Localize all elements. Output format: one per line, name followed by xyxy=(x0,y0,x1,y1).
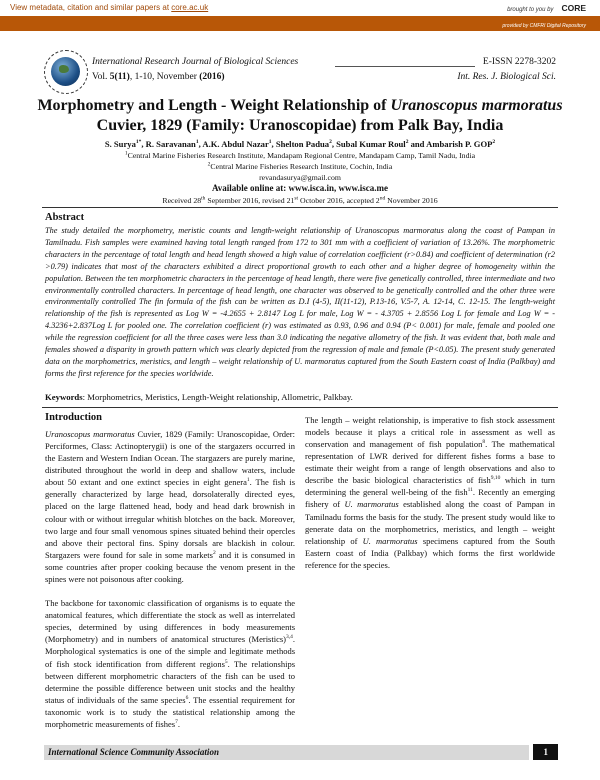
affiliation-1 xyxy=(0,151,600,160)
citation-sup: 11 xyxy=(467,487,473,494)
citation-sup: 8 xyxy=(482,439,486,446)
keywords-text: : Morphometrics, Meristics, Length-Weight relationship, Allometric, Palkbay. xyxy=(82,391,353,402)
author-name: Ambarish P. GOP xyxy=(426,139,493,149)
title-species: Uranoscopus marmoratus xyxy=(390,97,563,114)
citation-sup: 3,4 xyxy=(286,634,293,641)
metadata-label: View metadata, citation and similar papers at xyxy=(10,3,172,12)
author-separator: , xyxy=(141,139,146,149)
accepted-date: November 2016 xyxy=(385,196,438,205)
header-rule xyxy=(335,66,475,67)
page-footer xyxy=(42,744,558,780)
paragraph-text: established along the coast of Pampan in Tamilnadu forms the basis for the study. The present study would like to generate data on the morphometrics, meristics, and length – weight relationship of xyxy=(305,499,555,546)
vol-number: 5(11) xyxy=(109,72,130,82)
author-separator: and xyxy=(408,139,427,149)
accepted-text: October 2016, accepted 2 xyxy=(298,196,380,205)
ordinal-sup: st xyxy=(294,195,299,202)
core-provided-by[interactable]: provided by CMFRI Digital Repository xyxy=(502,23,586,29)
author-affiliation-sup: 1 xyxy=(268,139,272,146)
article-content xyxy=(42,207,558,742)
affiliation-2 xyxy=(0,162,600,171)
author-separator: , xyxy=(331,139,337,149)
intro-paragraph-2 xyxy=(45,597,295,730)
author-list xyxy=(0,139,600,149)
introduction-heading: Introduction xyxy=(45,411,102,423)
aff-sup: 1 xyxy=(124,150,128,157)
author-name: A.K. Abdul Nazar xyxy=(202,139,269,149)
author-name: R. Saravanan xyxy=(145,139,196,149)
title-part2: Cuvier, 1829 (Family: Uranoscopidae) from Palk Bay, India xyxy=(96,117,504,134)
citation-sup: 6 xyxy=(185,695,189,702)
body-columns xyxy=(42,408,558,742)
paragraph-text: . The mathematical representation of LWR derived for different fishes forms a base to estimate their weight from a range of length observations and also to describe the basic biological characteristics of fish xyxy=(305,438,555,486)
received-text: Received 28 xyxy=(162,196,202,205)
author-email[interactable]: revandasurya@gmail.com xyxy=(259,173,341,182)
revised-text: September 2016, revised 21 xyxy=(205,196,295,205)
author-affiliation-sup: 2 xyxy=(405,139,409,146)
author-name: S. Surya xyxy=(104,139,136,149)
article-title xyxy=(0,96,600,136)
ordinal-sup: th xyxy=(201,195,206,202)
title-part1: Morphometry and Length - Weight Relationship of xyxy=(37,97,391,114)
citation-sup: 9,10 xyxy=(490,475,501,482)
aff-text: Central Marine Fisheries Research Institute, Mandapam Regional Centre, Mandapam Camp, Tamil Nadu, India xyxy=(127,151,476,160)
journal-logo-globe-icon xyxy=(44,50,88,94)
paragraph-text: The length – weight relationship, is imperative to fish stock assessment models because it plays a critical role in assessment as well as conservation and management of fish population xyxy=(305,414,555,449)
received-dates xyxy=(0,196,600,205)
brought-label: brought to you by xyxy=(507,7,554,13)
citation-sup: 2 xyxy=(212,549,216,556)
paragraph-text: Cuvier, 1829 (Family: Uranoscopidae, Order: Perciformes, Class: Actinopterygii) is one of the stargazers occurred in the Eastern and Western Indian Ocean. The stargazers are purely marine, distributed throughout the world in deep and shallow waters, include about 50 extant and one extinct species in eight genera xyxy=(45,428,295,488)
author-affiliation-sup: 1* xyxy=(135,139,142,146)
author-affiliation-sup: 2 xyxy=(329,139,332,146)
vol-prefix: Vol. xyxy=(92,72,110,82)
intro-paragraph-1 xyxy=(45,428,295,585)
abstract-heading: Abstract xyxy=(45,212,85,223)
paragraph-text: and it is consumed in some countries after proper cooking because the venom present in the spines were not poisonous after cooking. xyxy=(45,549,295,584)
species-name: U. marmoratus xyxy=(362,535,418,546)
intro-paragraph-3 xyxy=(305,414,555,571)
paragraph-text: specimens captured from the South Eastern coast of India (Palkbay) which forms the first worldwide reference for the species. xyxy=(305,535,555,570)
core-link[interactable]: core.ac.uk xyxy=(171,3,209,12)
core-metadata-text xyxy=(10,3,208,12)
author-name: Shelton Padua xyxy=(275,139,330,149)
vol-pages: , 1-10, November xyxy=(129,72,200,82)
journal-volume xyxy=(92,72,225,82)
paragraph-text: . The essential requirement for taxonomic work is to study the statistical relationship among the morphometric measurements of fishes xyxy=(45,694,295,730)
aff-text: Central Marine Fisheries Research Institute, Cochin, India xyxy=(210,162,393,171)
citation-sup: 1 xyxy=(246,477,250,484)
author-name: Subal Kumar Roul xyxy=(336,139,406,149)
author-separator: , xyxy=(198,139,203,149)
journal-name: International Research Journal of Biological Sciences xyxy=(92,57,299,67)
aff-sup: 2 xyxy=(207,161,211,168)
paragraph-text: The backbone for taxonomic classification of organisms is to equate the anatomical features, which differentiate the stock as well as interrelated species, determined by using differences in body measurements (Morphometry) and in numbers of anatomical structures (Meristics) xyxy=(45,598,295,645)
paragraph-text: . The relationships between different morphometric characters of the fish can be used to determine the possible difference between unit stocks and the healthy status of individuals of the same species xyxy=(45,658,295,705)
keywords-label: Keywords xyxy=(45,391,83,402)
species-name: Uranoscopus marmoratus xyxy=(45,428,135,439)
available-online: Available online at: www.isca.in, www.isca.me xyxy=(211,183,389,193)
species-name: U. marmoratus xyxy=(344,499,399,510)
abstract-text: The study detailed the morphometry, meristic counts and length-weight relationship of Uranoscopus marmoratus along the coast of Pampan in Tamilnadu. Fish samples were examined having total length ranged from 172 to 301 mm with a coefficient of variation of 13.26%. The morphometric characters in the percentage of total length and head length showed a high value of correlation coefficient (r>0.84) and coefficient of determination (r2 >0.79) indicates that most of the characters exhibited a direct proportional growth to each other and a higher degree of homogeneity within the population. Between the ten morphometric characters in the percentage of head length, there were five genetically controlled, three intermediate and two environmentally controlled characters. In percentage of head length, one character was observed to be genetically controlled and the other three were environmentally controlled The fin formula of the fish can be written as D.I (4-5), II(11-12), P.13-16, V.5-7, A. 12-14, C. 12-15. The length-weight relationship of the fish is represented as Log W = -4.2655 + 2.8147 Log L for male, Log W = - 4.3705 + 2.8556 Log L for female and Log W = - 4.3236+2.837Log L for pooled one. The correlation coefficient (r) was estimated as 0.93, 0.96 and 0.94 (P< 0.001) for male, female and pooled one while the regression coefficient for all the three cases were less than 3.0 indicating the negative allometry of the fish. It was evident that, both male and females showed a disparity in growth pattern which was clearly depicted from the regression of male and female (P<0.05). The present study generated data on the morphometrics, meristics, and length – weight relationship of U. marmoratus captured from the South Eastern coast of India (Palkbay) and forms the first reference for the species worldwide. xyxy=(45,226,555,378)
body-column-left xyxy=(45,408,295,742)
divider xyxy=(42,207,558,208)
paragraph-text: which in turn determining the general well-being of the fish xyxy=(305,475,555,498)
journal-abbrev: Int. Res. J. Biological Sci. xyxy=(457,72,556,82)
core-logo: CORE xyxy=(561,3,586,13)
page-number: 1 xyxy=(533,744,558,760)
ordinal-sup: nd xyxy=(379,195,386,202)
paragraph-text: . xyxy=(177,719,180,730)
citation-sup: 7 xyxy=(175,719,178,726)
body-column-right xyxy=(305,408,555,583)
vol-year: (2016) xyxy=(199,72,225,82)
author-affiliation-sup: 2 xyxy=(492,139,496,146)
paragraph-text: . Recently an emerging fishery of xyxy=(305,487,555,510)
author-separator: , xyxy=(271,139,276,149)
keywords xyxy=(45,392,555,402)
article-body xyxy=(42,207,558,780)
footer-association: International Science Community Association xyxy=(44,745,529,760)
paragraph-text: . The fish is generally characterized by large head, dorsolaterally directed eyes, placed on the large flattened head, body and head dark brownish in colour with or without irregular whitish blotches on the back. Moreover, two large and four small venomous spines situated behind their opercles and above their pectoral fins. Spiny dorsals are blackish in colour. Stargazers were found for sale in some markets xyxy=(45,477,295,560)
author-affiliation-sup: 1 xyxy=(195,139,199,146)
journal-issn: E-ISSN 2278-3202 xyxy=(482,57,556,67)
paragraph-text: . Morphological systematics is one of the simple and legitimate methods of fish stock identification from different regions xyxy=(45,634,295,669)
core-brought-by[interactable] xyxy=(507,3,586,13)
citation-sup: 5 xyxy=(224,658,228,665)
